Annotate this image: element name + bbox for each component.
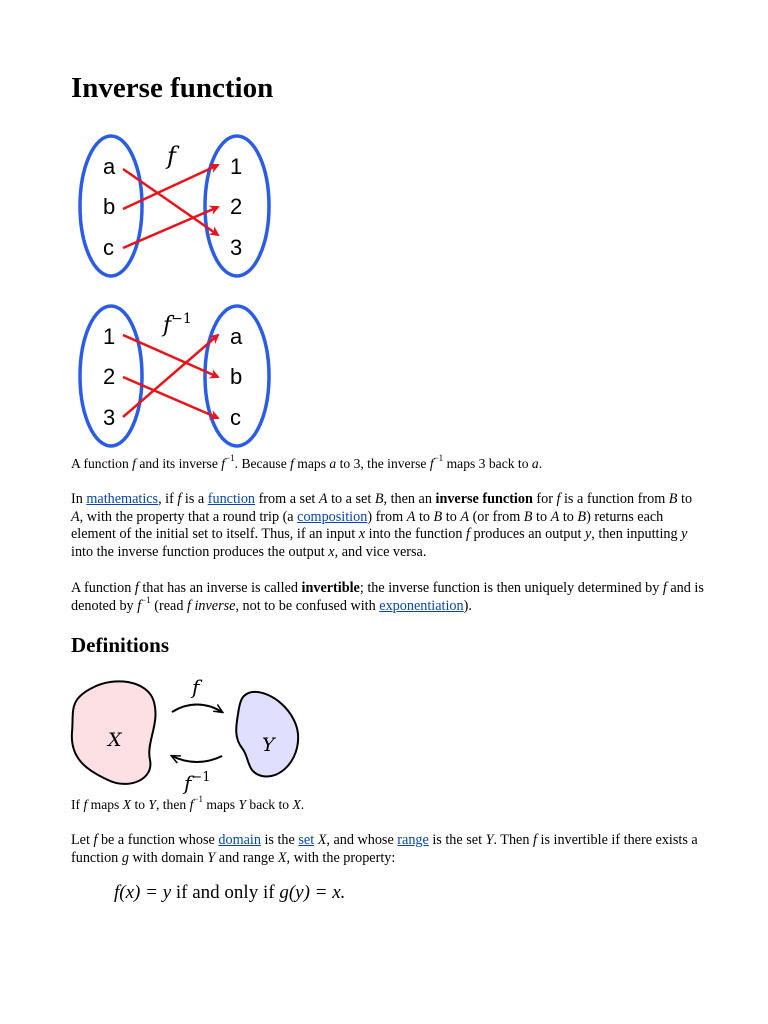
forward-arrow bbox=[172, 705, 222, 713]
domain-element-3: 3 bbox=[103, 405, 116, 430]
invertible-paragraph: A function f that has an inverse is called invertible; the inverse function is then uniquely determined by f and is denoted by $f^{-1}$ (read f inverse, not to be confused with exponentiation). bbox=[71, 580, 704, 614]
set-y-label: Y bbox=[262, 734, 275, 756]
section-heading-definitions: Definitions bbox=[71, 633, 170, 657]
codomain-element-a: a bbox=[230, 324, 243, 349]
definition-paragraph: Let f be a function whose domain is the set X, and whose range is the set Y. Then f is invertible if there exists a function g with domain Y and range X, with the property: bbox=[71, 832, 698, 866]
link-mathematics[interactable]: mathematics bbox=[86, 491, 159, 507]
domain-element-c: c bbox=[103, 235, 114, 260]
function-label: f bbox=[167, 142, 176, 170]
link-function[interactable]: function bbox=[207, 491, 256, 507]
forward-label: f bbox=[192, 675, 200, 699]
page-title: Inverse function bbox=[71, 72, 274, 104]
mapping-arrow bbox=[123, 335, 218, 377]
link-composition[interactable]: composition bbox=[297, 508, 368, 525]
inverse-label: $f^{-1}$ bbox=[184, 770, 211, 795]
set-x-label: X bbox=[108, 729, 122, 751]
codomain-element-1: 1 bbox=[230, 154, 243, 179]
figure-caption: If f maps X to Y, then $f^{-1}$ maps Y back to X. bbox=[71, 794, 305, 812]
domain-element-a: a bbox=[103, 154, 116, 179]
mapping-arrow bbox=[123, 207, 218, 248]
inverse-arrow bbox=[172, 756, 222, 762]
domain-element-1: 1 bbox=[103, 324, 116, 349]
intro-paragraph: In mathematics, if f is a function from a set A to a set B, then an inverse function for f is a function from B to A, with the property that a round trip (a composition) from A to B to A (or from B to A to B) returns each element of the initial set to itself. Thus, if an input x into the function f produces an output y, then inputting y into the inverse function produces the output x, and vice versa. bbox=[71, 491, 693, 560]
sets-mapping-diagram bbox=[66, 672, 306, 796]
codomain-element-2: 2 bbox=[230, 194, 243, 219]
codomain-element-c: c bbox=[230, 405, 241, 430]
domain-element-b: b bbox=[103, 194, 116, 219]
codomain-element-b: b bbox=[230, 364, 243, 389]
link-set[interactable]: set bbox=[298, 832, 315, 848]
figure-caption: A function f and its inverse $f^{-1}$. Because f maps a to 3, the inverse $f^{-1}$ maps 3 back to a. bbox=[71, 453, 543, 471]
link-domain[interactable]: domain bbox=[218, 832, 261, 848]
function-mapping-diagram bbox=[77, 132, 277, 282]
inverse-definition-formula: f(x) = y if and only if g(y) = x. bbox=[114, 882, 346, 903]
link-range[interactable]: range bbox=[397, 832, 429, 848]
domain-element-2: 2 bbox=[103, 364, 116, 389]
inverse-function-label: $f^{-1}$ bbox=[163, 311, 192, 338]
codomain-element-3: 3 bbox=[230, 235, 243, 260]
link-exponentiation[interactable]: exponentiation bbox=[379, 597, 464, 614]
inverse-mapping-diagram bbox=[77, 302, 277, 452]
